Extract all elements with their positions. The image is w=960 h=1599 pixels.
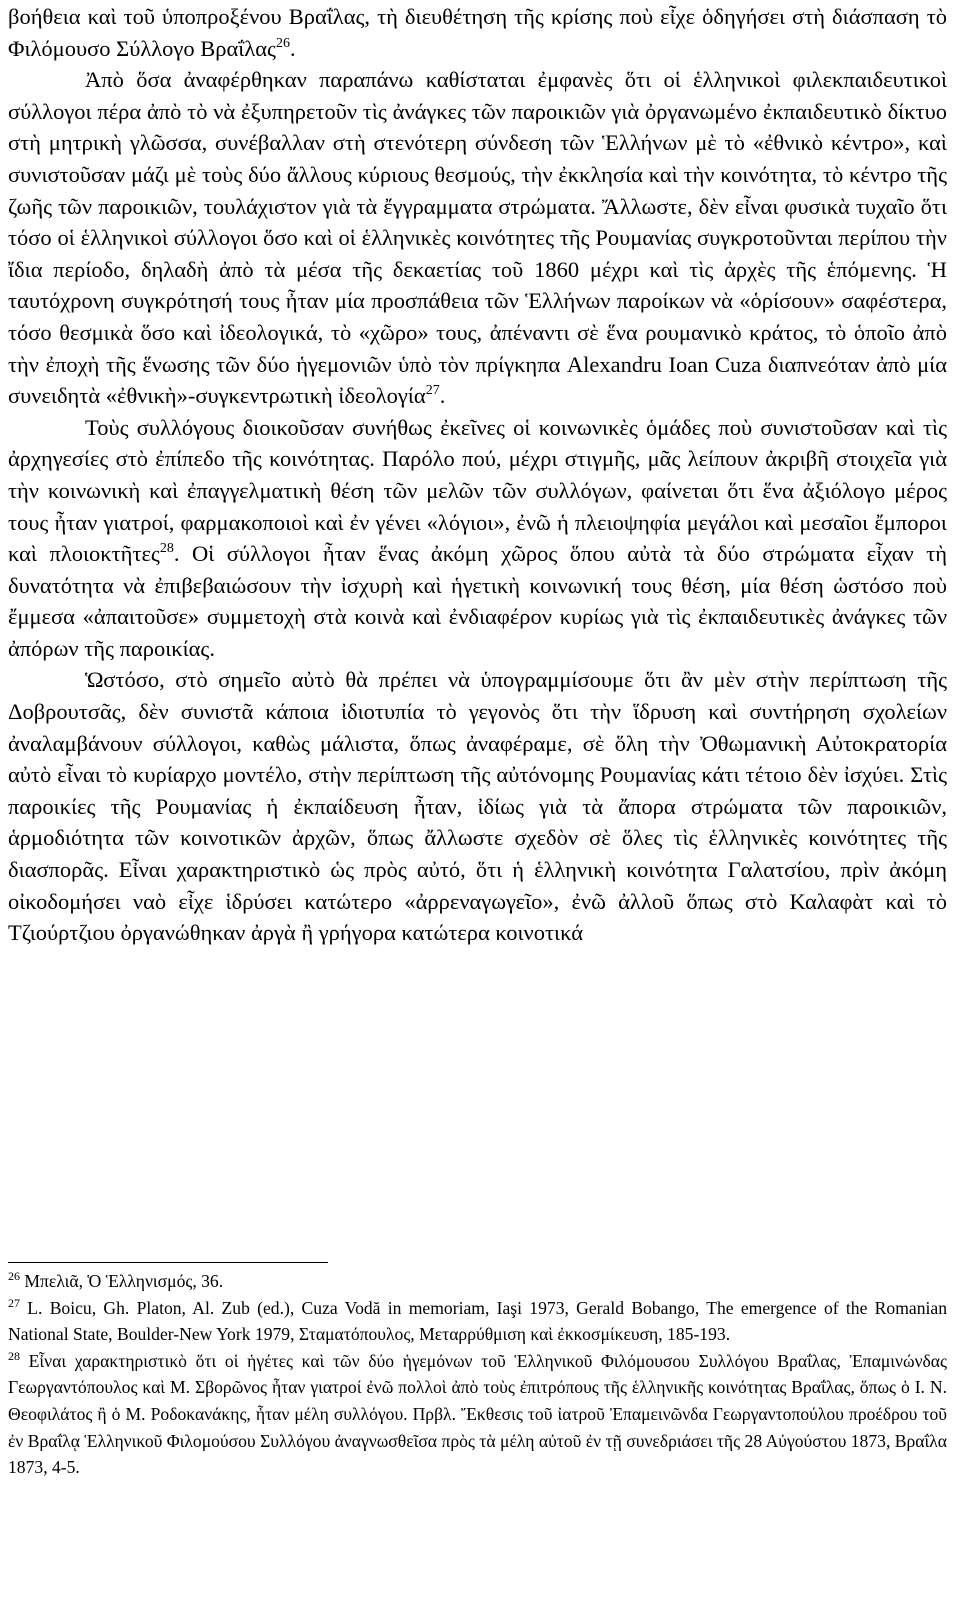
footnote-ref-28[interactable]: 28: [159, 541, 174, 557]
paragraph: Ἀπὸ ὅσα ἀναφέρθηκαν παραπάνω καθίσταται ἐμφανὲς ὅτι οἱ ἑλληνικοὶ φιλεκπαιδευτικοὶ σύλλογοι πέρα ἀπὸ τὸ νὰ ἐξυπηρετοῦν τὶς ἀνάγκες τῶν παροικιῶν γιὰ ὀργανωμένο ἐκπαιδευτικὸ δίκτυο στὴ μητρικὴ γλῶσσα, συνέβαλλαν στὴ στενότερη σύνδεση τῶν Ἑλλήνων μὲ τὸ «ἐθνικὸ κέντρο», καὶ συνιστοῦσαν μάζι μὲ τοὺς δύο ἄλλους κύριους θεσμούς, τὴν ἐκκλησία καὶ τὴν κοινότητα, τὸ κέντρο τῆς ζωῆς τῶν παροικιῶν, τουλάχιστον γιὰ τὰ ἔγγραμματα στρώματα. Ἄλλωστε, δὲν εἶναι φυσικὰ τυχαῖο ὅτι τόσο οἱ ἑλληνικοὶ σύλλογοι ὅσο καὶ οἱ ἑλληνικὲς κοινότητες τῆς Ρουμανίας συγκροτοῦνται περίπου τὴν ἴδια περίοδο, δηλαδὴ ἀπὸ τὰ μέσα τῆς δεκαετίας τοῦ 1860 μέχρι καὶ τὶς ἀρχὲς τῆς ἑπόμενης. Ἡ ταυτόχρονη συγκρότησή τους ἦταν μία προσπάθεια τῶν Ἑλλήνων παροίκων νὰ «ὁρίσουν» σαφέστερα, τόσο θεσμικὰ ὅσο καὶ ἰδεολογικά, τὸ «χῶρο» τους, ἀπέναντι σὲ ἕνα ρουμανικὸ κράτος, τὸ ὁποῖο ἀπὸ τὴν ἐποχὴ τῆς ἕνωσης τῶν δύο ἡγεμονιῶν ὑπὸ τὸν πρίγκηπα Alexandru Ioan Cuza διαπνεόταν ἀπὸ μία συνειδητὰ «ἐθνικὴ»-συγκεντρωτικὴ ἰδεολογία$^{27}$.: [8, 67, 947, 409]
footnote-number: 27: [8, 1295, 20, 1310]
footnote-ref-27[interactable]: 27: [425, 383, 440, 399]
footnote-text: Εἶναι χαρακτηριστικὸ ὅτι οἱ ἡγέτες καὶ τῶν δύο ἡγεμόνων τοῦ Ἑλληνικοῦ Φιλόμουσου Συλλόγου Βραΐλας, Ἐπαμινώνδας Γεωργαντόπουλος καὶ Μ. Σβορῶνος ἦταν γιατροί ἐνῶ πολλοὶ ἀπὸ τοὺς ἐπιτρόπους τῆς ἑλληνικῆς κοινότητας Βραΐλας, ὅπως ὁ Ι. Ν. Θεοφιλάτος ἢ ὁ Μ. Ροδοκανάκης, ἦταν μέλη συλλόγου. Πρβλ. Ἔκθεσις τοῦ ἰατροῦ Ἐπαμεινῶνδα Γεωργαντοπούλου προέδρου τοῦ ἐν Βραΐλᾳ Ἑλληνικοῦ Φιλομούσου Συλλόγου ἀναγνωσθεῖσα πρὸς τὰ μέλη αὐτοῦ ἐν τῇ συνεδριάσει τῆς 28 Αὐγούστου 1873, Βραΐλα 1873, 4-5.: [8, 1350, 947, 1478]
main-text: [8, 0, 947, 949]
footnote-text: Μπελιᾶ, Ὁ Ἑλληνισμός, 36.: [20, 1271, 224, 1291]
footnote-26: [8, 1268, 947, 1295]
footnote-28: [8, 1348, 947, 1481]
paragraph: Τοὺς συλλόγους διοικοῦσαν συνήθως ἐκεῖνες οἱ κοινωνικὲς ὁμάδες ποὺ συνιστοῦσαν καὶ τὶς ἀρχηγεσίες στὸ ἐπίπεδο τῆς κοινότητας. Παρόλο πού, μέχρι στιγμῆς, μᾶς λείπουν ἀκριβῆ στοιχεῖα γιὰ τὴν κοινωνικὴ καὶ ἐπαγγελματικὴ θέση τῶν μελῶν τῶν συλλόγων, φαίνεται ὅτι ἕνα ἀξιόλογο μέρος τους ἦταν γιατροί, φαρμακοποιοὶ καὶ ἐν γένει «λόγιοι», ἐνῶ ἡ πλειοψηφία μεγάλοι καὶ μεσαῖοι ἔμποροι καὶ πλοιοκτῆτες$^{28}$. Οἱ σύλλογοι ἦταν ἕνας ἀκόμη χῶρος ὅπου αὐτὰ τὰ δύο στρώματα εἶχαν τὴ δυνατότητα νὰ ἐπιβεβαιώσουν τὴν ἰσχυρὴ καὶ ἡγετικὴ κοινωνική τους θέση, μία θέση ὡστόσο ποὺ ἔμμεσα «ἀπαιτοῦσε» συμμετοχὴ στὰ κοινὰ καὶ ἐνδιαφέρον κυρίως γιὰ τὶς ἐκπαιδευτικὲς ἀνάγκες τῶν ἀπόρων τῆς παροικίας.: [8, 414, 948, 661]
paragraph-continuation: βοήθεια καὶ τοῦ ὑποπροξένου Βραΐλας, τὴ διευθέτηση τῆς κρίσης ποὺ εἶχε ὁδηγήσει στὴ διάσπαση τὸ Φιλόμουσο Σύλλογο Βραΐλας$^{26}$.: [8, 4, 947, 61]
footnote-separator: [8, 1262, 328, 1263]
footnotes: [8, 1268, 947, 1481]
paragraph: Ὡστόσο, στὸ σημεῖο αὐτὸ θὰ πρέπει νὰ ὑπογραμμίσουμε ὅτι ἂν μὲν στὴν περίπτωση τῆς Δοβρουτσᾶς, δὲν συνιστᾶ κάποια ἰδιοτυπία τὸ γεγονὸς ὅτι τὴν ἵδρυση καὶ συντήρηση σχολείων ἀναλαμβάνουν σύλλογοι, καθὼς μάλιστα, ὅπως ἀναφέραμε, σὲ ὅλη τὴν Ὀθωμανικὴ Αὐτοκρατορία αὐτὸ εἶναι τὸ κυρίαρχο μοντέλο, στὴν περίπτωση τῆς αὐτόνομης Ρουμανίας κάτι τέτοιο δὲν ἰσχύει. Στὶς παροικίες τῆς Ρουμανίας ἡ ἐκπαίδευση ἦταν, ἰδίως γιὰ τὰ ἄπορα στρώματα τῶν παροικιῶν, ἁρμοδιότητα τῶν κοινοτικῶν ἀρχῶν, ὅπως ἄλλωστε σχεδὸν σὲ ὅλες τὶς ἑλληνικὲς κοινότητες τῆς διασπορᾶς. Εἶναι χαρακτηριστικὸ ὡς πρὸς αὐτό, ὅτι ἡ ἑλληνικὴ κοινότητα Γαλατσίου, πρὶν ἀκόμη οἰκοδομήσει ναὸ εἶχε ἱδρύσει κατώτερο «ἀρρεναγωγεῖο», ἐνῶ ἀλλοῦ ὅπως στὸ Καλαφὰτ καὶ τὸ Τζιούρτζιου ὀργανώθηκαν ἀργὰ ἢ γρήγορα κατώτερα κοινοτικά: [8, 667, 947, 946]
footnote-ref-26[interactable]: 26: [275, 35, 290, 51]
footnote-number: 26: [8, 1269, 20, 1283]
footnote-number: 28: [8, 1348, 20, 1363]
footnote-text: L. Boicu, Gh. Platon, Al. Zub (ed.), Cuza Vodă in memoriam, Iaşi 1973, Gerald Bobango, The emergence of the Romanian National State, Boulder-New York 1979, Σταματόπουλος, Μεταρρύθμιση καὶ ἐκκοσμίκευση, 185-193.: [8, 1297, 947, 1345]
footnote-27: [8, 1295, 947, 1348]
